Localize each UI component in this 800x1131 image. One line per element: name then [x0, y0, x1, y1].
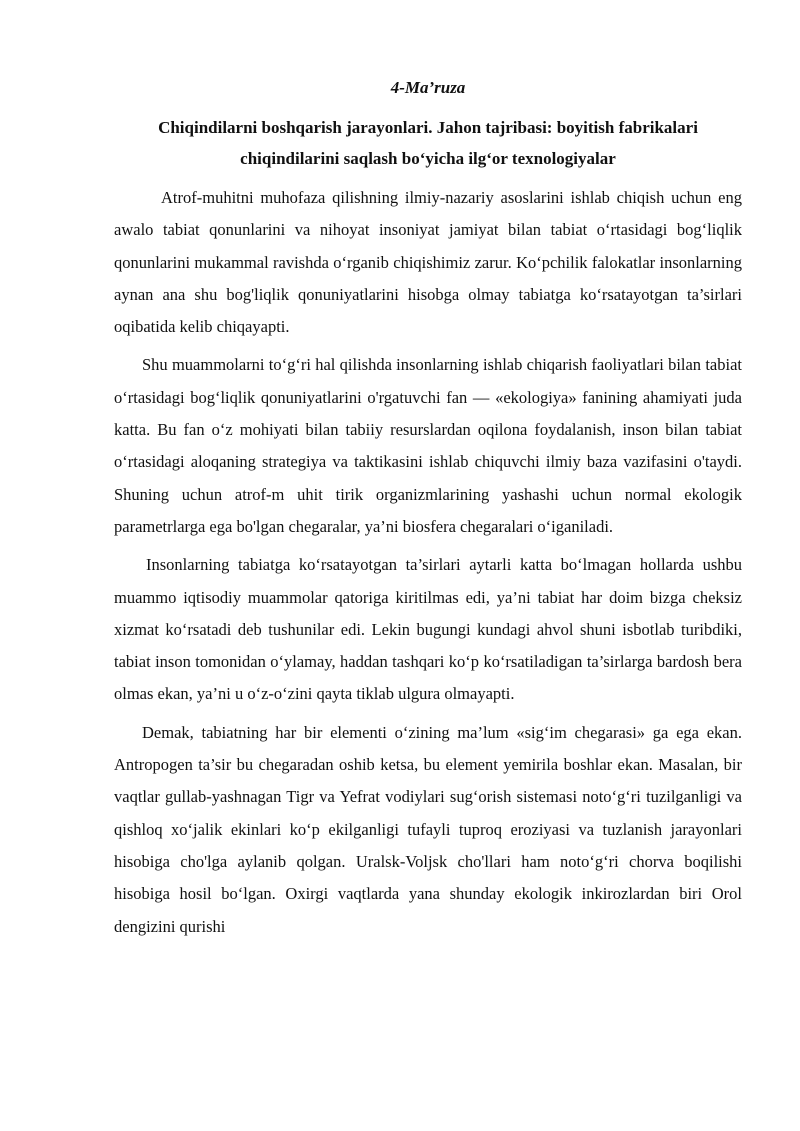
paragraph-3: Insonlarning tabiatga ko‘rsatayotgan ta’sirlari aytarli katta bo‘lmagan hollarda ushbu muammo iqtisodiy muammolar qatoriga kiritilmas edi, ya’ni tabiat har doim bizga cheksiz xizmat ko‘rsatadi deb tushunilar edi. Lekin bugungi kundagi ahvol shuni isbotlab turibdiki, tabiat inson tomonidan o‘ylamay, haddan tashqari ko‘p ko‘rsatiladigan ta’sirlarga bardosh bera olmas ekan, ya’ni u o‘z-o‘zini qayta tiklab ulgura olmayapti. [114, 555, 742, 704]
paragraph-4: Demak, tabiatning har bir elementi o‘zining ma’lum «sig‘im chegarasi» ga ega ekan. Antropogen ta’sir bu chegaradan oshib ketsa, bu element yemirila boshlar ekan. Masalan, bir vaqtlar gullab-yashnagan Tigr va Yefrat vodiylari sug‘orish sistemasi noto‘g‘ri tuzilganligi va qishloq xo‘jalik ekinlari ko‘p ekilganligi tufayli tuproq eroziyasi va tuzlanish jarayonlari hisobiga cho'lga aylanib qolgan. Uralsk-Voljsk cho'llari ham noto‘g‘ri chorva boqilishi hisobiga hosil bo‘lgan. Oxirgi vaqtlarda yana shunday ekologik inkirozlardan biri Orol dengizini qurishi [114, 722, 742, 936]
paragraph-2: Shu muammolarni to‘g‘ri hal qilishda insonlarning ishlab chiqarish faoliyatlari bilan tabiat o‘rtasidagi bog‘liqlik qonuniyatlarini o'rgatuvchi fan — «ekologiya» fanining ahamiyati juda katta. Bu fan o‘z mohiyati bilan tabiiy resurslardan oqilona foydalanish, inson bilan tabiat o‘rtasidagi aloqaning strategiya va taktikasini ishlab chiquvchi ilmiy baza vazifasini o'taydi. Shuning uchun atrof-m uhit tirik organizmlarining yashashi uchun normal ekologik parametrlarga ega bo'lgan chegaralar, ya’ni biosfera chegaralari o‘iganiladi. [114, 355, 742, 536]
lecture-number: 4-Ma’ruza [390, 78, 466, 97]
paragraph-1: Atrof-muhitni muhofaza qilishning ilmiy-nazariy asoslarini ishlab chiqish uchun eng awalo tabiat qonunlarini va nihoyat insoniyat jamiyat bilan tabiat o‘rtasidagi bog‘liqlik qonunlarini mukammal ravishda o‘rganib chiqishimiz zarur. Ko‘pchilik falokatlar insonlarning aynan ana shu bog'liqlik qonuniyatlarini hisobga olmay tabiatga ko‘rsatayotgan ta’sirlari oqibatida kelib chiqayapti. [114, 188, 742, 337]
document-title: Chiqindilarni boshqarish jarayonlari. Jahon tajribasi: boyitish fabrikalari chiqindilarini saqlash bo‘yicha ilg‘or texnologiyalar [158, 118, 698, 168]
document-page [114, 72, 742, 949]
